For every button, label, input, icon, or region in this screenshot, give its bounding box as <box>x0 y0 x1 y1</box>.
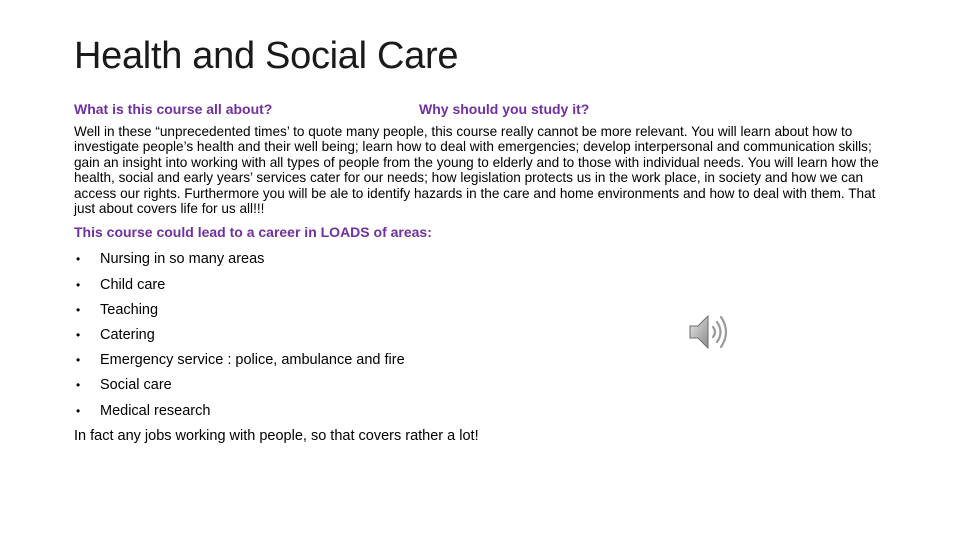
career-label: Teaching <box>100 301 159 318</box>
careers-heading: This course could lead to a career in LOADS of areas: <box>74 224 432 241</box>
list-item <box>74 247 894 272</box>
questions-row <box>74 98 894 120</box>
list-item <box>74 323 894 348</box>
bullet-icon: • <box>76 378 81 393</box>
career-label: Nursing in so many areas <box>100 251 265 268</box>
speaker-icon-graphic <box>684 308 732 356</box>
slide-body <box>74 98 894 449</box>
bullet-icon: • <box>76 403 81 418</box>
closing-statement: In fact any jobs working with people, so that covers rather a lot! <box>74 427 479 444</box>
bullet-icon: • <box>76 252 81 267</box>
bullet-icon: • <box>76 302 81 317</box>
list-item <box>74 399 894 424</box>
list-item <box>74 348 894 373</box>
question-why-study: Why should you study it? <box>419 101 590 117</box>
bullet-icon: • <box>76 328 81 342</box>
career-label: Emergency service : police, ambulance and fire <box>100 352 405 369</box>
speaker-icon[interactable] <box>684 308 732 356</box>
list-item <box>74 273 894 298</box>
slide-title: Health and Social Care <box>74 35 459 77</box>
career-label: Child care <box>100 276 166 293</box>
career-label: Catering <box>100 327 155 343</box>
bullet-icon: • <box>76 353 81 368</box>
list-item <box>74 298 894 323</box>
list-item <box>74 373 894 398</box>
bullet-icon: • <box>76 277 81 292</box>
career-label: Social care <box>100 377 172 394</box>
career-list <box>74 247 894 423</box>
career-label: Medical research <box>100 402 211 419</box>
course-description: Well in these “unprecedented times’ to quote many people, this course really cannot be more relevant. You will learn about how to investigate people’s health and their well being; learn how to deal with emergencies; develop interpersonal and communication skills; gain an insight into working with all types of people from the young to elderly and to those with individual needs. You will learn how the health, social and early years’ services cater for our needs; how legislation protects us in the work place, in society and how we can access our rights. Furthermore you will be ale to identify hazards in the care and home environments and how to deal with them. That just about covers life for us all!!! <box>74 124 879 217</box>
question-course-about: What is this course all about? <box>74 101 273 117</box>
